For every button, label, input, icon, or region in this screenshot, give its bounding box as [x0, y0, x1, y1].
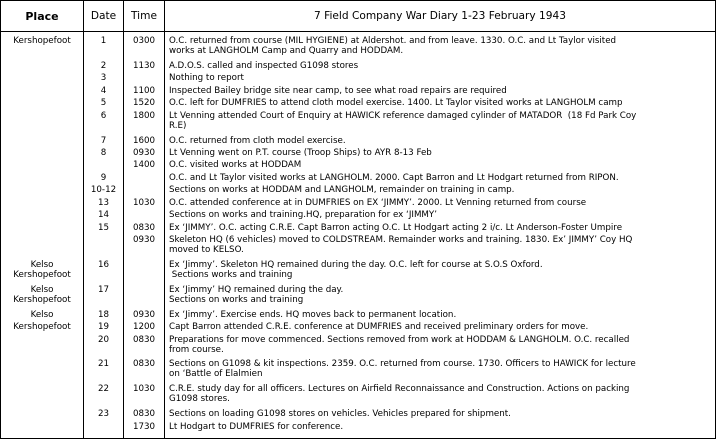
- time-cell: 1030: [132, 197, 156, 208]
- entry-cell: O.C. attended conference at in DUMFRIES on EX ‘JIMMY’. 2000. Lt Venning returned from course: [169, 197, 587, 208]
- table-row: [1, 384, 716, 409]
- column-header-time: Time: [124, 1, 165, 32]
- table-row: [1, 310, 716, 322]
- table-row: [1, 235, 716, 260]
- entry-cell: O.C. left for DUMFRIES to attend cloth model exercise. 1400. Lt Taylor visited works at LANGHOLM camp: [169, 98, 623, 109]
- time-cell: 1130: [132, 60, 156, 71]
- date-cell: 7: [100, 135, 107, 146]
- time-cell: 1100: [132, 85, 156, 96]
- date-cell: 4: [100, 85, 107, 96]
- time-cell: 1600: [132, 135, 156, 146]
- entry-cell: O.C. and Lt Taylor visited works at LANGHOLM. 2000. Capt Barron and Lt Hodgart returned from RIPON.: [169, 172, 619, 183]
- time-cell: 1520: [132, 98, 156, 109]
- table-row: [1, 210, 716, 222]
- time-cell: 0830: [132, 334, 156, 345]
- date-cell: 18: [97, 309, 110, 320]
- entry-cell: Ex ‘Jimmy’. Skeleton HQ remained during the day. O.C. left for course at S.O.S Oxford. Sections works and training: [169, 259, 543, 280]
- date-cell: 22: [97, 384, 110, 395]
- entry-cell: Ex ‘Jimmy’ HQ remained during the day. Sections on works and training: [169, 284, 344, 305]
- entry-cell: Sections on works and training.HQ, preparation for ex ‘JIMMY’: [169, 210, 437, 221]
- table-row: [1, 422, 716, 434]
- table-row: [1, 198, 716, 210]
- entry-cell: Lt Venning attended Court of Enquiry at HAWICK reference damaged cylinder of MATADOR (18 Fd Park Coy R.E): [169, 110, 637, 131]
- entry-cell: Lt Venning went on P.T. course (Troop Ships) to AYR 8-13 Feb: [169, 147, 432, 158]
- table-row: [1, 359, 716, 384]
- time-cell: 0830: [132, 409, 156, 420]
- date-cell: 8: [100, 147, 107, 158]
- date-cell: 19: [97, 322, 110, 333]
- entry-cell: Preparations for move commenced. Sections removed from work at HODDAM & LANGHOLM. O.C. recalled from course.: [169, 334, 630, 355]
- table-row: [1, 260, 716, 285]
- table-row: [1, 111, 716, 136]
- entry-cell: Nothing to report: [169, 73, 244, 84]
- table-row: [1, 335, 716, 360]
- place-cell: Kershopefoot: [13, 36, 71, 46]
- time-cell: 0300: [132, 36, 156, 46]
- date-cell: 23: [97, 409, 110, 420]
- date-cell: 17: [97, 284, 110, 295]
- column-header-place: Place: [1, 1, 84, 32]
- table-row: [1, 136, 716, 148]
- time-cell: 1030: [132, 384, 156, 395]
- date-cell: 5: [100, 98, 107, 109]
- time-cell: 1200: [132, 322, 156, 333]
- place-cell: Kershopefoot: [13, 322, 71, 333]
- entry-cell: Ex ‘JIMMY’. O.C. acting C.R.E. Capt Barron acting O.C. Lt Hodgart acting 2 i/c. Lt Anderson-Foster Umpire: [169, 222, 623, 233]
- entry-cell: Ex ‘Jimmy’. Exercise ends. HQ moves back to permanent location.: [169, 309, 457, 320]
- date-cell: 16: [97, 259, 110, 270]
- time-cell: 1730: [132, 421, 156, 432]
- time-cell: 0930: [132, 235, 156, 245]
- table-row: [1, 160, 716, 172]
- column-header-date: Date: [84, 1, 124, 32]
- place-cell: Kelso: [30, 309, 54, 320]
- entry-cell: Skeleton HQ (6 vehicles) moved to COLDSTREAM. Remainder works and training. 1830. Ex’ JIMMY’ Coy HQ moved to KELSO.: [169, 235, 633, 255]
- entry-cell: Inspected Bailey bridge site near camp, to see what road repairs are required: [169, 85, 507, 96]
- entry-cell: Sections on G1098 & kit inspections. 2359. O.C. returned from course. 1730. Officers to HAWICK for lecture on ‘Battle of Elalmien: [169, 359, 636, 380]
- place-cell: Kelso Kershopefoot: [13, 284, 71, 305]
- table-row: [1, 61, 716, 73]
- time-cell: 0930: [132, 147, 156, 158]
- date-cell: 6: [100, 110, 107, 121]
- entry-cell: A.D.O.S. called and inspected G1098 stores: [169, 60, 359, 71]
- entry-cell: Lt Hodgart to DUMFRIES for conference.: [169, 421, 344, 432]
- date-cell: 14: [97, 210, 110, 221]
- table-row: [1, 285, 716, 310]
- time-cell: 0830: [132, 359, 156, 370]
- date-cell: 3: [100, 73, 107, 84]
- date-cell: 10-12: [90, 185, 117, 196]
- date-cell: 1: [100, 36, 107, 46]
- time-cell: 0930: [132, 309, 156, 320]
- table-row: [1, 223, 716, 235]
- table-row: [1, 148, 716, 160]
- entry-cell: Sections on works at HODDAM and LANGHOLM, remainder on training in camp.: [169, 185, 515, 196]
- table-row: [1, 36, 716, 61]
- date-cell: 13: [97, 197, 110, 208]
- table-row: [1, 86, 716, 98]
- time-cell: 1800: [132, 110, 156, 121]
- table-row: [1, 409, 716, 421]
- entry-cell: C.R.E. study day for all officers. Lectures on Airfield Reconnaissance and Construction. Actions on packing G1098 stores.: [169, 384, 630, 405]
- date-cell: 2: [100, 60, 107, 71]
- place-cell: Kelso Kershopefoot: [13, 259, 71, 280]
- spacer-row: [1, 434, 716, 439]
- date-cell: 20: [97, 334, 110, 345]
- entry-cell: Capt Barron attended C.R.E. conference at DUMFRIES and received preliminary orders for move.: [169, 322, 589, 333]
- entry-cell: O.C. visited works at HODDAM: [169, 160, 302, 171]
- entry-cell: Sections on loading G1098 stores on vehicles. Vehicles prepared for shipment.: [169, 409, 511, 420]
- entry-cell: O.C. returned from course (MIL HYGIENE) at Aldershot. and from leave. 1330. O.C. and Lt Taylor visited works at LANGHOLM Camp and Quarry and HODDAM.: [169, 36, 617, 56]
- header-row: [1, 1, 716, 32]
- table-row: [1, 73, 716, 85]
- table-row: [1, 322, 716, 334]
- date-cell: 21: [97, 359, 110, 370]
- entry-cell: O.C. returned from cloth model exercise.: [169, 135, 346, 146]
- time-cell: 1400: [132, 160, 156, 171]
- time-cell: 0830: [132, 222, 156, 233]
- date-cell: 15: [97, 222, 110, 233]
- date-cell: 9: [100, 172, 107, 183]
- table-row: [1, 185, 716, 197]
- diary-title: 7 Field Company War Diary 1-23 February 1943: [165, 1, 716, 32]
- table-row: [1, 173, 716, 185]
- table-row: [1, 98, 716, 110]
